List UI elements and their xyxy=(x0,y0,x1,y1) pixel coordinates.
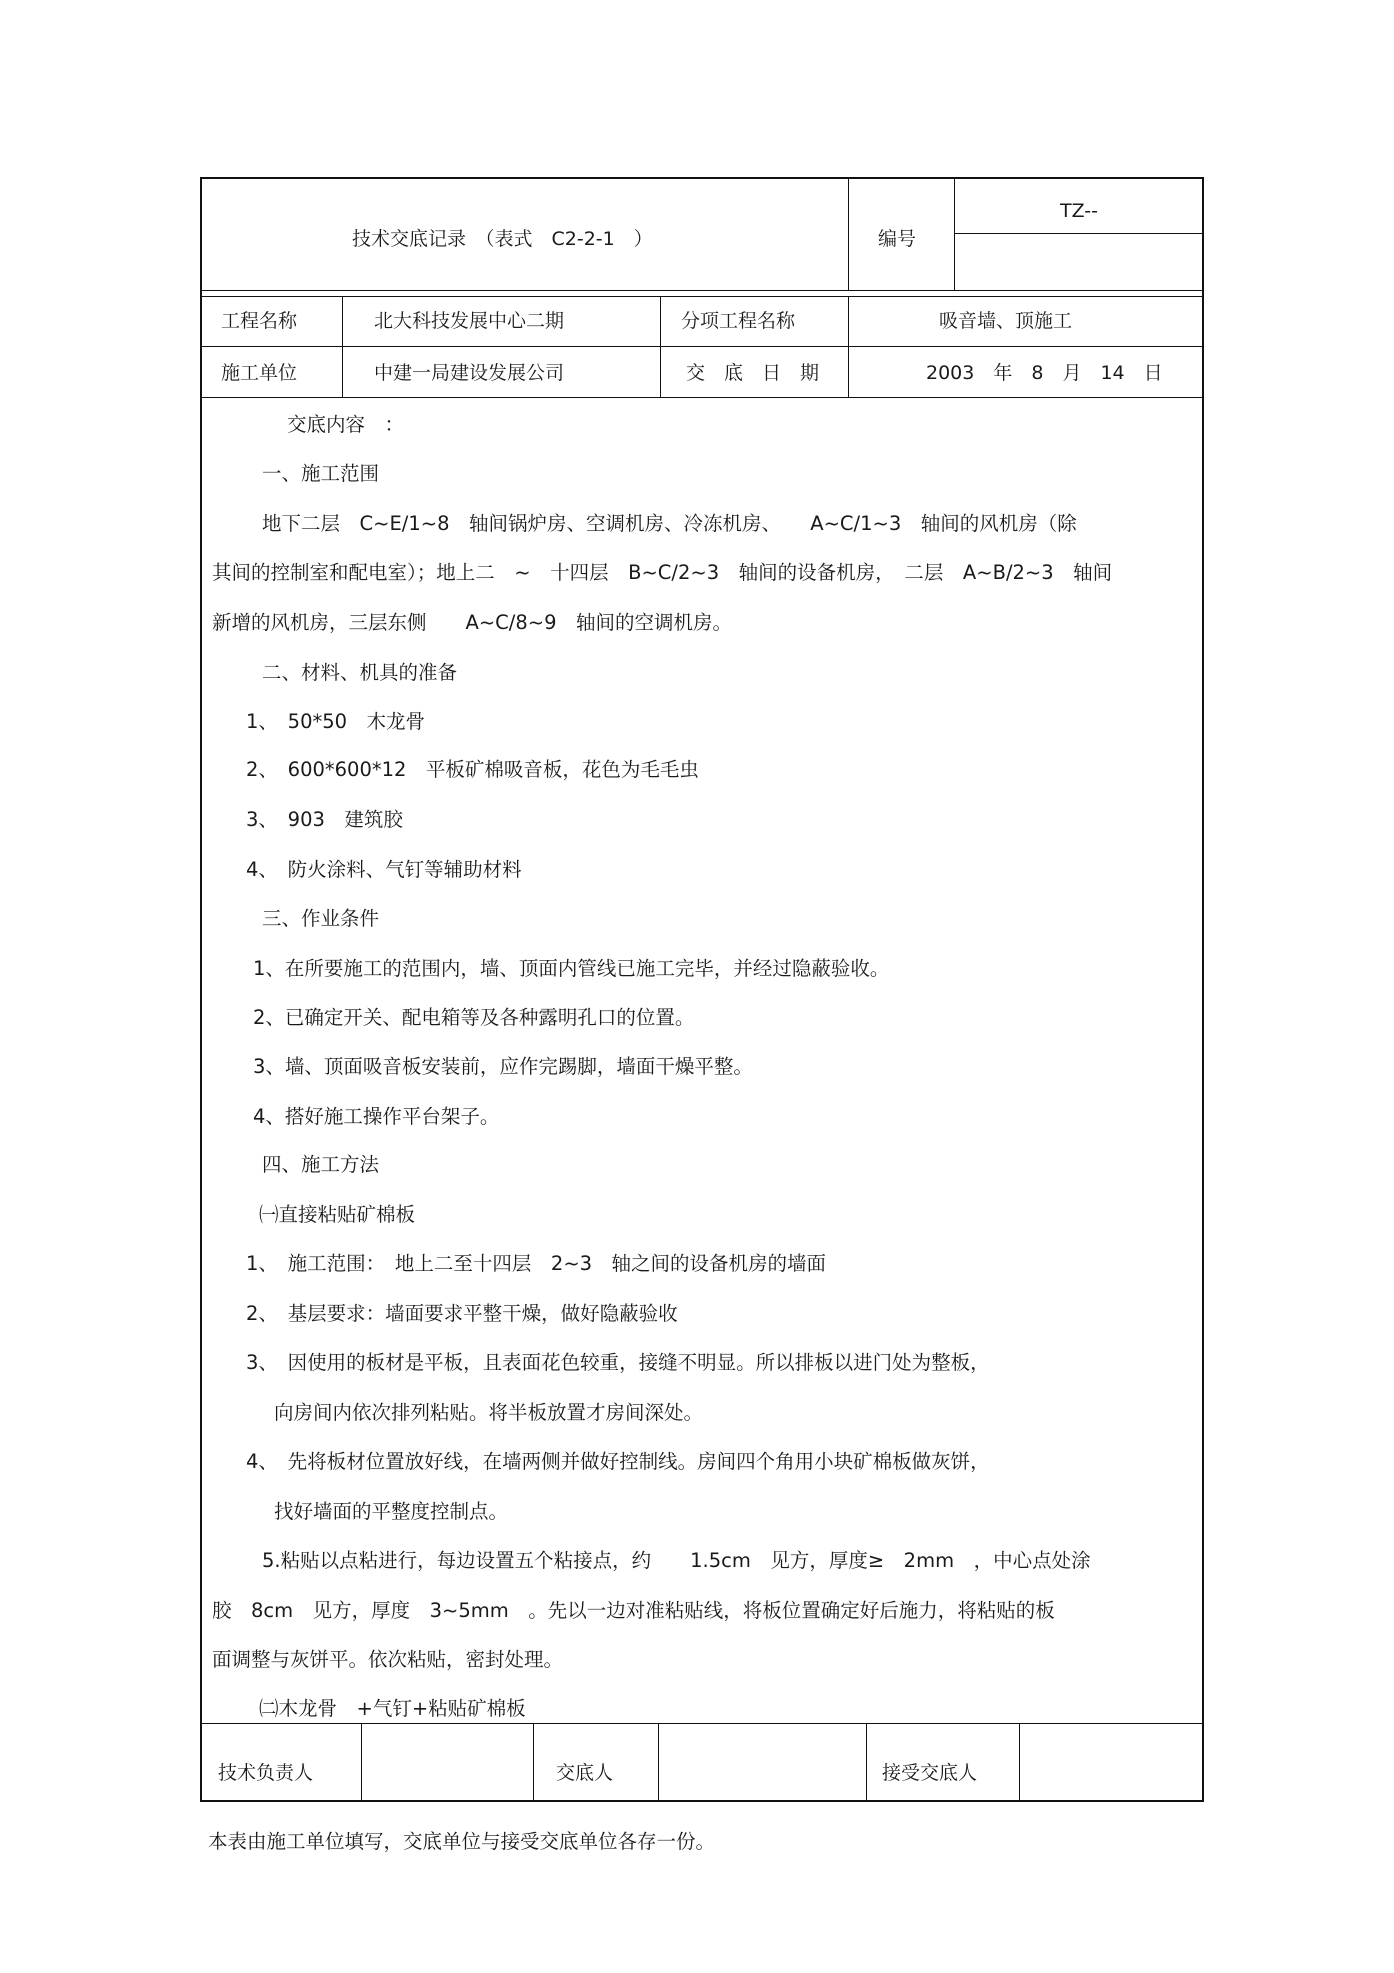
method-item-5-cont-2: 面调整与灰饼平。依次粘贴，密封处理。 xyxy=(212,1648,564,1671)
rule-sign-col-4 xyxy=(866,1723,867,1802)
number-value: TZ-- xyxy=(1060,200,1098,222)
method-item-3-cont: 向房间内依次排列粘贴。将半板放置才房间深处。 xyxy=(274,1401,704,1424)
method-subheading-1: ㈠直接粘贴矿棉板 xyxy=(259,1203,416,1226)
disclosure-date-label: 交 底 日 期 xyxy=(686,362,820,384)
condition-item-4: 4、搭好施工操作平台架子。 xyxy=(253,1105,500,1128)
rule-info-col-2 xyxy=(660,296,661,397)
receiver-label: 接受交底人 xyxy=(882,1762,978,1784)
discloser-signature-field[interactable] xyxy=(661,1726,863,1800)
project-name-label: 工程名称 xyxy=(221,310,298,332)
method-item-4-cont: 找好墙面的平整度控制点。 xyxy=(274,1500,509,1523)
rule-info-top xyxy=(200,296,1204,297)
number-label: 编号 xyxy=(878,228,917,250)
scope-line-1: 地下二层 C~E/1~8 轴间锅炉房、空调机房、冷冻机房、 A~C/1~3 轴间的风机房（除 xyxy=(262,512,1077,535)
subproject-label: 分项工程名称 xyxy=(681,310,796,332)
section-heading-conditions: 三、作业条件 xyxy=(262,907,380,930)
rule-header-number-split xyxy=(954,233,1204,234)
form-title: 技术交底记录 （表式 C2-2-1 ） xyxy=(352,228,653,250)
disclosure-date-value: 2003 年 8 月 14 日 xyxy=(926,362,1163,384)
method-subheading-2: ㈡木龙骨 +气钉+粘贴矿棉板 xyxy=(259,1697,526,1720)
discloser-label: 交底人 xyxy=(556,1762,614,1784)
content-line-intro: 交底内容 ： xyxy=(287,413,405,436)
rule-sign-col-3 xyxy=(658,1723,659,1802)
method-item-1: 1、 施工范围： 地上二至十四层 2~3 轴之间的设备机房的墙面 xyxy=(246,1252,827,1275)
material-item-3: 3、 903 建筑胶 xyxy=(246,808,403,831)
project-name-value: 北大科技发展中心二期 xyxy=(374,310,565,332)
rule-header-col-2 xyxy=(954,177,955,290)
tech-lead-signature-field[interactable] xyxy=(364,1726,530,1800)
scope-line-2: 其间的控制室和配电室）；地上二 ~ 十四层 B~C/2~3 轴间的设备机房， 二层 A~B/2~3 轴间 xyxy=(212,561,1113,584)
condition-item-2: 2、已确定开关、配电箱等及各种露明孔口的位置。 xyxy=(253,1006,695,1029)
rule-info-col-3 xyxy=(848,296,849,397)
method-item-2: 2、 基层要求：墙面要求平整干燥，做好隐蔽验收 xyxy=(246,1302,678,1325)
tech-lead-label: 技术负责人 xyxy=(218,1762,314,1784)
material-item-4: 4、 防火涂料、气钉等辅助材料 xyxy=(246,858,522,881)
footer-note: 本表由施工单位填写，交底单位与接受交底单位各存一份。 xyxy=(208,1830,716,1853)
rule-signature-top xyxy=(200,1723,1204,1724)
rule-header-bottom xyxy=(200,290,1204,291)
section-heading-scope: 一、施工范围 xyxy=(262,462,380,485)
method-item-5: 5.粘贴以点粘进行，每边设置五个粘接点，约 1.5cm 见方，厚度≥ 2mm ，中心点处涂 xyxy=(262,1549,1091,1572)
subproject-value: 吸音墙、顶施工 xyxy=(939,310,1073,332)
scope-line-3: 新增的风机房，三层东侧 A~C/8~9 轴间的空调机房。 xyxy=(212,611,733,634)
material-item-1: 1、 50*50 木龙骨 xyxy=(246,710,426,733)
method-item-5-cont-1: 胶 8cm 见方，厚度 3~5mm 。先以一边对准粘贴线，将板位置确定好后施力，将粘贴的板 xyxy=(212,1599,1055,1622)
rule-sign-col-2 xyxy=(533,1723,534,1802)
rule-info-col-1 xyxy=(342,296,343,397)
method-item-4: 4、 先将板材位置放好线，在墙两侧并做好控制线。房间四个角用小块矿棉板做灰饼， xyxy=(246,1450,990,1473)
condition-item-3: 3、墙、顶面吸音板安装前，应作完踢脚，墙面干燥平整。 xyxy=(253,1055,753,1078)
condition-item-1: 1、在所要施工的范围内，墙、顶面内管线已施工完毕，并经过隐蔽验收。 xyxy=(253,957,890,980)
material-item-2: 2、 600*600*12 平板矿棉吸音板，花色为毛毛虫 xyxy=(246,758,699,781)
rule-info-bottom xyxy=(200,397,1204,398)
construction-unit-label: 施工单位 xyxy=(221,362,298,384)
rule-header-col-1 xyxy=(848,177,849,290)
receiver-signature-field[interactable] xyxy=(1022,1726,1202,1800)
method-item-3: 3、 因使用的板材是平板，且表面花色较重，接缝不明显。所以排板以进门处为整板， xyxy=(246,1351,990,1374)
rule-info-middle xyxy=(200,346,1204,347)
rule-sign-col-1 xyxy=(361,1723,362,1802)
rule-sign-col-5 xyxy=(1019,1723,1020,1802)
section-heading-method: 四、施工方法 xyxy=(262,1153,380,1176)
construction-unit-value: 中建一局建设发展公司 xyxy=(374,362,565,384)
section-heading-materials: 二、材料、机具的准备 xyxy=(262,661,458,684)
